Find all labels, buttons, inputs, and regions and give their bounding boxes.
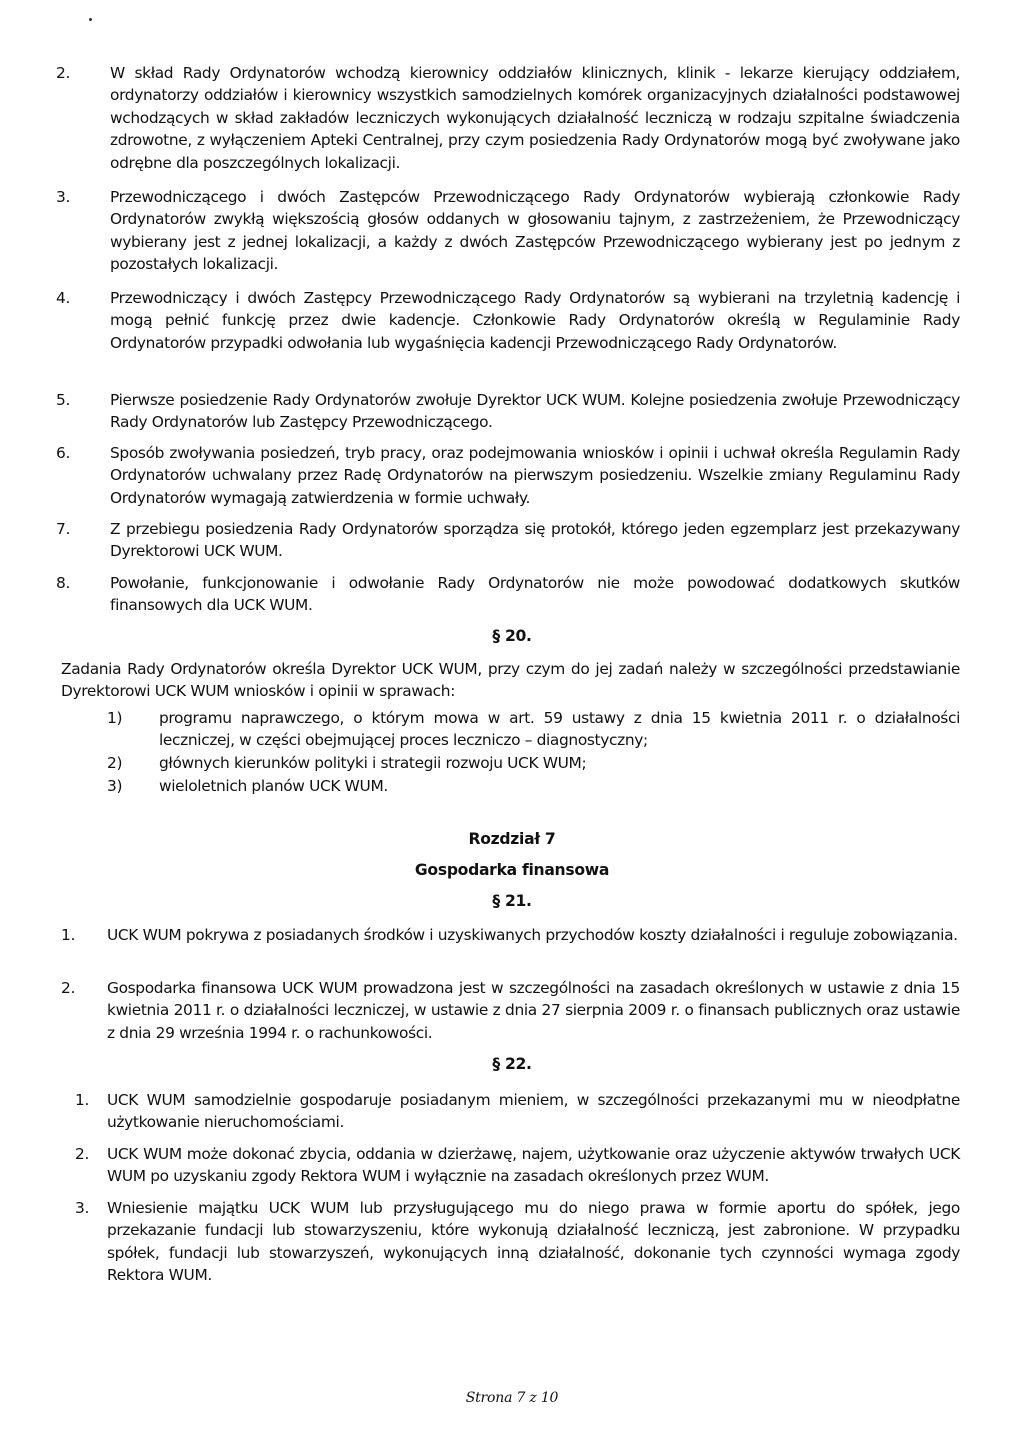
list-item xyxy=(56,572,960,617)
list-item xyxy=(75,1089,960,1134)
list-item xyxy=(75,1143,960,1188)
list-item-text: głównych kierunków polityki i strategii rozwoju UCK WUM; xyxy=(159,754,587,772)
list-item xyxy=(56,287,960,354)
list-item-text: Przewodniczącego i dwóch Zastępców Przewodniczącego Rady Ordynatorów wybierają członkowie Rady Ordynatorów zwykłą większością głosów oddanych w głosowaniu tajnym, z zastrzeżeniem, że Przewodniczący wybierany jest z jednej lokalizacji, a każdy z dwóch Zastępców Przewodniczącego wybierany jest po jednym z pozostałych lokalizacji. xyxy=(110,188,960,274)
list-item xyxy=(61,924,960,946)
list-item-number: 2. xyxy=(56,64,70,82)
list-item-text: Wniesienie majątku UCK WUM lub przysługującego mu do niego prawa w formie aportu do spółek, jego przekazanie fundacji lub stowarzyszeniu, które wykonują działalność leczniczą, jest zabronione. W przypadku spółek, fundacji lub stowarzyszeń, wykonujących inną działalność, dokonanie tych czynności wymaga zgody Rektora WUM. xyxy=(107,1199,960,1285)
list-item xyxy=(56,62,960,174)
list-item-number: 1. xyxy=(75,1091,89,1109)
list-item xyxy=(107,775,960,797)
list-item-number: 2. xyxy=(75,1145,89,1163)
list-item-number: 3. xyxy=(75,1199,89,1217)
chapter-subtitle: Gospodarka finansowa xyxy=(414,861,610,879)
scan-artifact-dot xyxy=(89,18,92,21)
list-item-text: Gospodarka finansowa UCK WUM prowadzona jest w szczególności na zasadach określonych w ustawie z dnia 15 kwietnia 2011 r. o działalności leczniczej, w ustawie z dnia 27 sierpnia 2009 r. o finansach publicznych oraz ustawie z dnia 29 września 1994 r. o rachunkowości. xyxy=(107,979,960,1042)
section-intro-paragraph: Zadania Rady Ordynatorów określa Dyrektor UCK WUM, przy czym do jej zadań należy w szczególności przedstawianie Dyrektorowi UCK WUM wniosków i opinii w sprawach: xyxy=(61,660,960,701)
page-number-footer: Strona 7 z 10 xyxy=(465,1390,559,1406)
list-item-text: UCK WUM pokrywa z posiadanych środków i uzyskiwanych przychodów koszty działalności i reguluje zobowiązania. xyxy=(107,926,958,944)
list-item-text: programu naprawczego, o którym mowa w art. 59 ustawy z dnia 15 kwietnia 2011 r. o działalności leczniczej, w części obejmującej proces leczniczo – diagnostyczny; xyxy=(159,709,960,750)
section-heading: § 20. xyxy=(492,627,532,645)
list-item-text: Przewodniczący i dwóch Zastępcy Przewodniczącego Rady Ordynatorów są wybierani na trzyletnią kadencję i mogą pełnić funkcję przez dwie kadencje. Członkowie Rady Ordynatorów określą w Regulaminie Rady Ordynatorów przypadki odwołania lub wygaśnięcia kadencji Przewodniczącego Rady Ordynatorów. xyxy=(110,289,960,352)
section-heading: § 22. xyxy=(492,1055,532,1073)
list-item-text: Sposób zwoływania posiedzeń, tryb pracy, oraz podejmowania wniosków i opinii i uchwał określa Regulamin Rady Ordynatorów uchwalany przez Radę Ordynatorów na pierwszym posiedzeniu. Wszelkie zmiany Regulaminu Rady Ordynatorów wymagają zatwierdzenia w formie uchwały. xyxy=(110,444,960,507)
list-item-number: 1. xyxy=(61,926,75,944)
list-item xyxy=(56,518,960,563)
list-item xyxy=(56,389,960,434)
list-item-number: 3) xyxy=(107,777,123,795)
list-item-number: 8. xyxy=(56,574,70,592)
list-item xyxy=(61,977,960,1044)
list-item-number: 2) xyxy=(107,754,123,772)
chapter-title: Rozdział 7 xyxy=(468,830,556,848)
section-heading: § 21. xyxy=(492,892,532,910)
list-item-number: 5. xyxy=(56,391,70,409)
list-item xyxy=(75,1197,960,1287)
list-item-number: 3. xyxy=(56,188,70,206)
list-item-number: 7. xyxy=(56,520,70,538)
list-item-text: UCK WUM może dokonać zbycia, oddania w dzierżawę, najem, użytkowanie oraz użyczenie aktywów trwałych UCK WUM po uzyskaniu zgody Rektora WUM i wyłącznie na zasadach określonych przez WUM. xyxy=(107,1145,960,1186)
list-item-text: Powołanie, funkcjonowanie i odwołanie Rady Ordynatorów nie może powodować dodatkowych skutków finansowych dla UCK WUM. xyxy=(110,574,960,615)
list-item-text: UCK WUM samodzielnie gospodaruje posiadanym mieniem, w szczególności przekazanymi mu w nieodpłatne użytkowanie nieruchomościami. xyxy=(107,1091,960,1132)
list-item xyxy=(107,707,960,752)
list-item-text: Z przebiegu posiedzenia Rady Ordynatorów sporządza się protokół, którego jeden egzemplarz jest przekazywany Dyrektorowi UCK WUM. xyxy=(110,520,960,561)
list-item-number: 6. xyxy=(56,444,70,462)
list-item-number: 4. xyxy=(56,289,70,307)
list-item-text: W skład Rady Ordynatorów wchodzą kierownicy oddziałów klinicznych, klinik - lekarze kierujący oddziałem, ordynatorzy oddziałów i kierownicy wszystkich samodzielnych komórek organizacyjnych działalności podstawowej wchodzących w skład zakładów leczniczych wykonujących działalność leczniczą w rodzaju szpitalne świadczenia zdrowotne, z wyłączeniem Apteki Centralnej, przy czym posiedzenia Rady Ordynatorów mogą być zwoływane jako odrębne dla poszczególnych lokalizacji. xyxy=(110,64,960,172)
list-item-number: 1) xyxy=(107,709,123,727)
list-item-text: Pierwsze posiedzenie Rady Ordynatorów zwołuje Dyrektor UCK WUM. Kolejne posiedzenia zwołuje Przewodniczący Rady Ordynatorów lub Zastępcy Przewodniczącego. xyxy=(110,391,960,432)
list-item xyxy=(56,186,960,276)
list-item xyxy=(107,752,960,774)
list-item-text: wieloletnich planów UCK WUM. xyxy=(159,777,388,795)
list-item xyxy=(56,442,960,509)
list-item-number: 2. xyxy=(61,979,75,997)
